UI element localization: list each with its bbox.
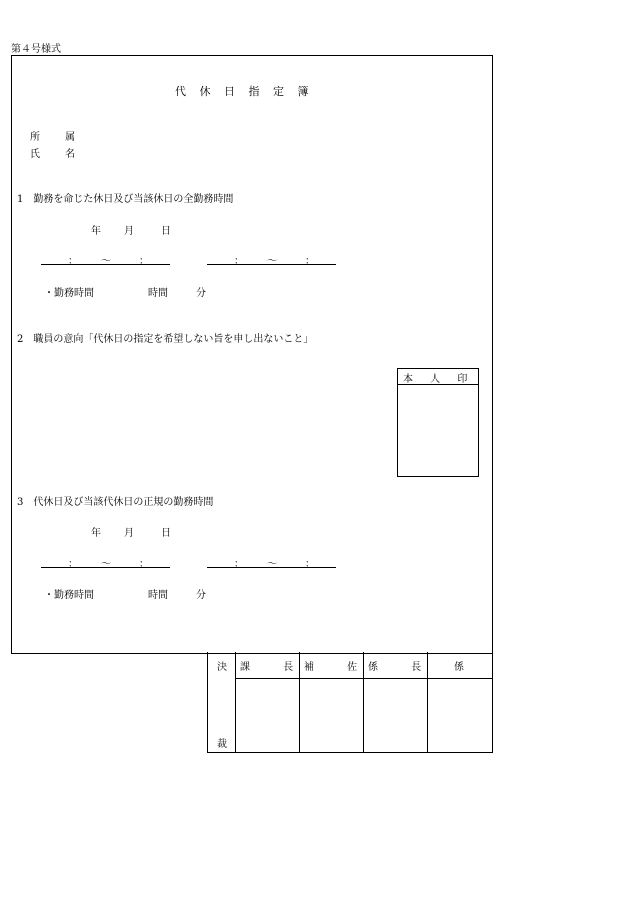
approval-col-section-chief: 課 長 xyxy=(240,662,294,673)
section1-month: 月 xyxy=(124,226,134,237)
section1-time-b-colon-start: ： xyxy=(234,256,244,267)
section3-time-b-line xyxy=(207,567,336,568)
approval-table xyxy=(207,652,493,753)
approval-col-staff: 係 xyxy=(454,662,464,673)
section3-time-b-colon-end: ： xyxy=(305,559,315,570)
section1-time-a-colon-start: ： xyxy=(68,256,78,267)
seal-header xyxy=(398,369,478,385)
section3-time-a-colon-start: ： xyxy=(68,559,78,570)
section3-year: 年 xyxy=(91,528,101,539)
seal-label: 本 人 印 xyxy=(403,374,468,385)
section1-hours-unit: 時間 xyxy=(148,288,168,299)
page-title: 代 休 日 指 定 簿 xyxy=(175,85,309,98)
approval-divider xyxy=(235,652,236,752)
section1-time-b-colon-end: ： xyxy=(305,256,315,267)
seal-box xyxy=(397,368,479,477)
section3-time-b-colon-start: ： xyxy=(234,559,244,570)
approval-col-assistant: 補 佐 xyxy=(304,662,358,673)
approval-decision-top: 決 xyxy=(217,662,227,673)
approval-header-line xyxy=(236,678,492,679)
section3-time-a-range: 〜 xyxy=(101,559,111,570)
section3-time-a-line xyxy=(41,567,170,568)
approval-decision-bottom: 裁 xyxy=(217,739,227,750)
approval-divider xyxy=(363,652,364,752)
approval-divider xyxy=(299,652,300,752)
section3-day: 日 xyxy=(161,528,171,539)
section1-minutes-unit: 分 xyxy=(196,288,206,299)
approval-col-subsection-chief: 係 長 xyxy=(368,662,422,673)
approval-divider xyxy=(427,652,428,752)
section1-time-a-line xyxy=(41,264,170,265)
form-frame xyxy=(11,55,493,654)
section1-time-a-range: 〜 xyxy=(101,256,111,267)
section1-time-b-range: 〜 xyxy=(267,256,277,267)
section1-hours-label: ・勤務時間 xyxy=(44,288,94,299)
section1-heading: 1 勤務を命じた休日及び当該休日の全勤務時間 xyxy=(17,194,234,205)
name-label: 氏 名 xyxy=(30,149,76,160)
section3-heading: 3 代休日及び当該代休日の正規の勤務時間 xyxy=(17,497,214,508)
section3-hours-label: ・勤務時間 xyxy=(44,590,94,601)
section3-time-a-colon-end: ： xyxy=(139,559,149,570)
section1-time-a-colon-end: ： xyxy=(139,256,149,267)
section3-month: 月 xyxy=(124,528,134,539)
section3-time-b-range: 〜 xyxy=(267,559,277,570)
affiliation-label: 所 属 xyxy=(30,132,76,143)
section3-hours-unit: 時間 xyxy=(148,590,168,601)
section3-minutes-unit: 分 xyxy=(196,590,206,601)
section2-heading: 2 職員の意向「代休日の指定を希望しない旨を申し出ないこと」 xyxy=(17,334,314,345)
form-number: 第４号様式 xyxy=(11,44,61,55)
section1-year: 年 xyxy=(91,226,101,237)
section1-day: 日 xyxy=(161,226,171,237)
section1-time-b-line xyxy=(207,264,336,265)
